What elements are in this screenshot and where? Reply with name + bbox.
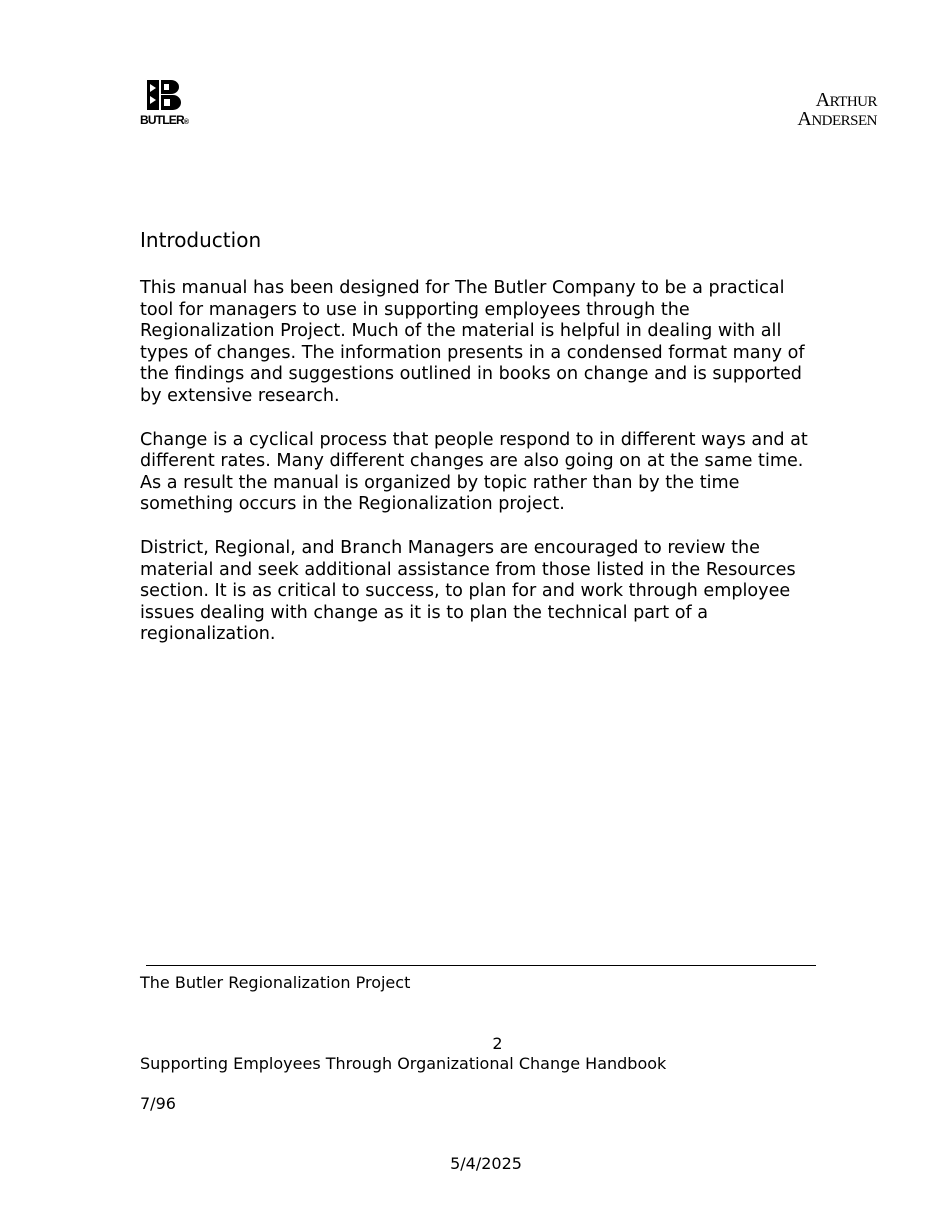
butler-logo <box>140 78 200 130</box>
footer-project-name: The Butler Regionalization Project <box>140 973 411 992</box>
body-paragraph: This manual has been designed for The Butler Company to be a practical tool for managers to use in supporting employees through the Regionalization Project. Much of the material is helpful in dealing with all types of changes. The information presents in a condensed format many of the findings and suggestions outlined in books on change and is supported by extensive research. <box>140 278 805 406</box>
butler-logo-wordmark: BUTLER® <box>140 113 189 127</box>
document-title: Introduction <box>140 228 262 252</box>
body-paragraph: Change is a cyclical process that people respond to in different ways and at different rates. Many different changes are also going on at the same time. As a result the manual is organized by topic rather than by the time something occurs in the Regionalization project. <box>140 429 808 515</box>
butler-logo-mark-icon <box>147 78 181 112</box>
document-body <box>140 278 820 668</box>
arthur-andersen-logo-line-2: ANDERSEN <box>797 108 877 130</box>
page-number: 2 <box>492 1034 503 1053</box>
body-paragraph: District, Regional, and Branch Managers are encouraged to review the material and seek additional assistance from those listed in the Resources section. It is as critical to success, to plan for and work through employee issues dealing with change as it is to plan the technical part of a regionalization. <box>140 537 796 645</box>
footer-date: 5/4/2025 <box>450 1154 522 1173</box>
arthur-andersen-logo <box>797 89 877 130</box>
footer-version: 7/96 <box>140 1094 176 1113</box>
footer-handbook-title: Supporting Employees Through Organizational Change Handbook <box>140 1054 667 1073</box>
footer-divider <box>146 965 816 966</box>
arthur-andersen-logo-line-1: ARTHUR <box>815 89 877 111</box>
